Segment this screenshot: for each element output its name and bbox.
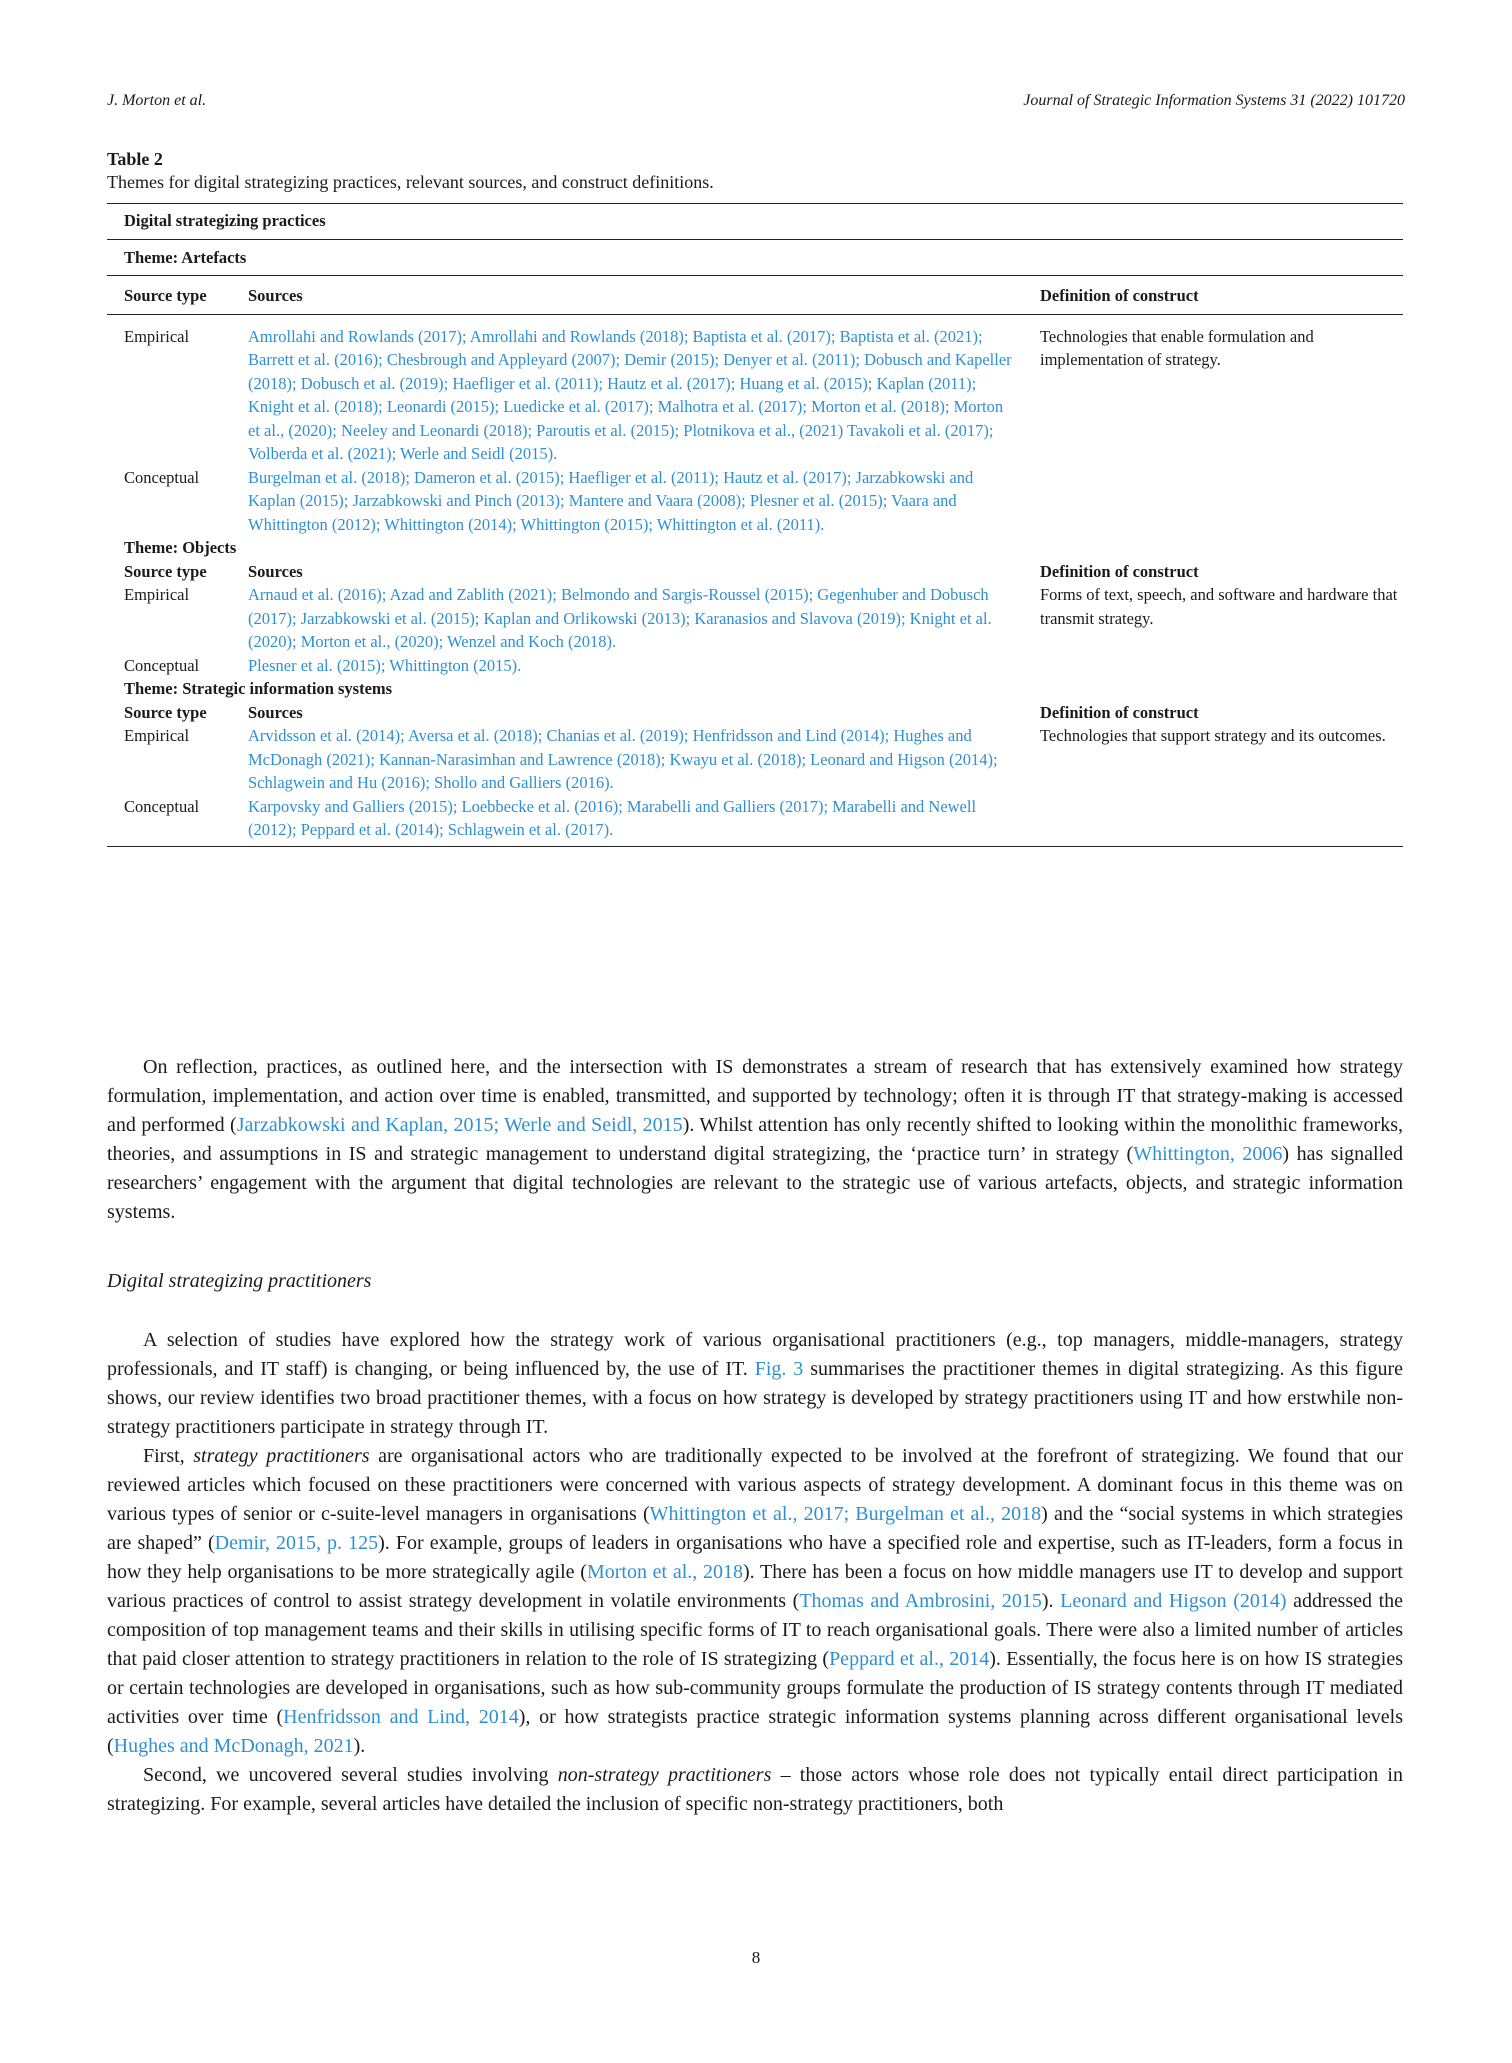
table-row xyxy=(107,466,1403,537)
source-type-cell: Conceptual xyxy=(124,655,200,675)
col-header-source-type: Source type xyxy=(107,276,248,315)
col-header-definition: Definition of construct xyxy=(1040,702,1199,722)
page-number: 8 xyxy=(751,1948,761,1967)
definition-cell: Forms of text, speech, and software and hardware that transmit strategy. xyxy=(1040,585,1398,628)
running-header-journal: Journal of Strategic Information Systems 31 (2022) 101720 xyxy=(1023,92,1405,109)
column-header-row xyxy=(107,560,1403,584)
col-header-definition: Definition of construct xyxy=(1040,561,1199,581)
sources-cell[interactable]: Karpovsky and Galliers (2015); Loebbecke et al. (2016); Marabelli and Galliers (2017); Marabelli and Newell (2012); Peppard et al. (2014); Schlagwein et al. (2017). xyxy=(248,795,1040,847)
paragraph: On reflection, practices, as outlined here, and the intersection with IS demonstrates a stream of research that has extensively examined how strategy formulation, implementation, and action over time is enabled, transmitted, and supported by technology; often it is through IT that strategy-making is accessed and performed (Jarzabkowski and Kaplan, 2015; Werle and Seidl, 2015). Whilst attention has only recently shifted to looking within the monolithic frameworks, theories, and assumptions in IS and strategic management to understand digital strategizing, the ‘practice turn’ in strategy (Whittington, 2006) has signalled researchers’ engagement with the argument that digital technologies are relevant to the strategic use of various artefacts, objects, and strategic information systems. xyxy=(107,1056,1404,1223)
sources-cell[interactable]: Burgelman et al. (2018); Dameron et al. (2015); Haefliger et al. (2011); Hautz et al. (2017); Jarzabkowski and Kaplan (2015); Jarzabkowski and Pinch (2013); Mantere and Vaara (2008); Plesner et al. (2015); Vaara and Whittington (2012); Whittington (2014); Whittington (2015); Whittington et al. (2011). xyxy=(248,467,974,534)
theme-row xyxy=(107,677,1403,701)
column-header-row xyxy=(107,276,1403,315)
paragraph: First, strategy practitioners are organisational actors who are traditionally expected to be involved at the forefront of strategizing. We found that our reviewed articles which focused on these practitioners were concerned with various aspects of strategy development. A dominant focus in this theme was on various types of senior or c-suite-level managers in organisations (Whittington et al., 2017; Burgelman et al., 2018) and the “social systems in which strategies are shaped” (Demir, 2015, p. 125). For example, groups of leaders in organisations who have a specified role and expertise, such as IT-leaders, form a focus in how they help organisations to be more strategically agile (Morton et al., 2018). There has been a focus on how middle managers use IT to develop and support various practices of control to assist strategy development in volatile environments (Thomas and Ambrosini, 2015). Leonard and Higson (2014) addressed the composition of top management teams and their skills in utilising specific forms of IT to reach organisational goals. There were also a limited number of articles that paid closer attention to strategy practitioners in relation to the role of IS strategizing (Peppard et al., 2014). Essentially, the focus here is on how IS strategies or certain technologies are developed in organisations, such as how sub-community groups formulate the production of IS strategy contents through IT mediated activities over time (Henfridsson and Lind, 2014), or how strategists practice strategic information systems planning across different organisational levels (Hughes and McDonagh, 2021). xyxy=(107,1445,1404,1757)
col-header-sources: Sources xyxy=(248,702,303,722)
themes-table xyxy=(107,203,1403,847)
emphasis: strategy practitioners xyxy=(193,1445,370,1467)
theme-heading-strategic-information-systems: Theme: Strategic information systems xyxy=(124,679,393,698)
table-title-row xyxy=(107,204,1403,240)
source-type-cell: Conceptual xyxy=(107,795,248,847)
citation-link[interactable]: Thomas and Ambrosini, 2015 xyxy=(799,1590,1042,1612)
paragraph: A selection of studies have explored how the strategy work of various organisational practitioners (e.g., top managers, middle-managers, strategy professionals, and IT staff) is changing, or being influenced by, the use of IT. Fig. 3 summarises the practitioner themes in digital strategizing. As this figure shows, our review identifies two broad practitioner themes, with a focus on how strategy is developed by strategy practitioners using IT and how erstwhile non-strategy practitioners participate in strategy through IT. xyxy=(107,1329,1403,1438)
theme-row xyxy=(107,536,1403,560)
source-type-cell: Empirical xyxy=(124,726,190,745)
sources-cell[interactable]: Arvidsson et al. (2014); Aversa et al. (2018); Chanias et al. (2019); Henfridsson and Lind (2014); Hughes and McDonagh (2021); Kannan-Narasimhan and Lawrence (2018); Kwayu et al. (2018); Leonard and Higson (2014); Schlagwein and Hu (2016); Shollo and Galliers (2016). xyxy=(248,726,998,792)
table-row xyxy=(107,654,1403,678)
body-text xyxy=(107,1053,1403,1819)
col-header-source-type: Source type xyxy=(124,702,207,722)
table-caption xyxy=(107,148,1403,194)
sources-cell[interactable]: Arnaud et al. (2016); Azad and Zablith (2021); Belmondo and Sargis-Roussel (2015); Gegenhuber and Dobusch (2017); Jarzabkowski et al. (2015); Kaplan and Orlikowski (2013); Karanasios and Slavova (2019); Knight et al. (2020); Morton et al., (2020); Wenzel and Koch (2018). xyxy=(248,585,992,651)
col-header-source-type: Source type xyxy=(124,561,207,581)
table-description: Themes for digital strategizing practices, relevant sources, and construct definitions. xyxy=(107,172,714,192)
citation-link[interactable]: Whittington et al., 2017; Burgelman et al., 2018 xyxy=(649,1503,1042,1525)
citation-link[interactable]: Demir, 2015, p. 125 xyxy=(214,1532,379,1554)
table-title: Digital strategizing practices xyxy=(107,204,1403,240)
col-header-definition: Definition of construct xyxy=(1040,276,1403,315)
emphasis: non-strategy practitioners xyxy=(557,1764,772,1786)
table-row xyxy=(107,724,1403,795)
table-row xyxy=(107,314,1403,466)
citation-link[interactable]: Henfridsson and Lind, 2014 xyxy=(283,1706,519,1728)
citation-link[interactable]: Hughes and McDonagh, 2021 xyxy=(113,1735,354,1757)
definition-cell: Technologies that support strategy and its outcomes. xyxy=(1040,726,1386,745)
column-header-row xyxy=(107,701,1403,725)
table-label: Table 2 xyxy=(107,149,163,169)
source-type-cell: Empirical xyxy=(124,585,190,604)
citation-link[interactable]: Morton et al., 2018 xyxy=(586,1561,743,1583)
citation-link[interactable]: Whittington, 2006 xyxy=(1133,1143,1283,1165)
theme-row xyxy=(107,239,1403,276)
theme-heading-artefacts: Theme: Artefacts xyxy=(107,239,1403,276)
table-row xyxy=(107,583,1403,654)
figure-link[interactable]: Fig. 3 xyxy=(754,1358,804,1380)
source-type-cell: Empirical xyxy=(124,326,190,346)
paragraph: Second, we uncovered several studies involving non-strategy practitioners – those actors whose role does not typically entail direct participation in strategizing. For example, several articles have detailed the inclusion of specific non-strategy practitioners, both xyxy=(107,1764,1403,1815)
source-type-cell: Conceptual xyxy=(124,467,200,487)
theme-heading-objects: Theme: Objects xyxy=(124,538,237,557)
col-header-sources: Sources xyxy=(248,276,1040,315)
citation-link[interactable]: Peppard et al., 2014 xyxy=(829,1648,990,1670)
citation-link[interactable]: Leonard and Higson (2014) xyxy=(1060,1590,1287,1612)
citation-link[interactable]: Jarzabkowski and Kaplan, 2015; Werle and Seidl, 2015 xyxy=(236,1114,683,1136)
col-header-sources: Sources xyxy=(248,561,303,581)
table-row xyxy=(107,795,1403,847)
section-heading: Digital strategizing practitioners xyxy=(107,1270,372,1292)
sources-cell[interactable]: Plesner et al. (2015); Whittington (2015). xyxy=(248,655,522,675)
sources-cell[interactable]: Amrollahi and Rowlands (2017); Amrollahi and Rowlands (2018); Baptista et al. (2017); Baptista et al. (2021); Barrett et al. (2016); Chesbrough and Appleyard (2007); Demir (2015); Denyer et al. (2011); Dobusch and Kapeller (2018); Dobusch et al. (2019); Haefliger et al. (2011); Hautz et al. (2017); Huang et al. (2015); Kaplan (2011); Knight et al. (2018); Leonardi (2015); Luedicke et al. (2017); Malhotra et al. (2017); Morton et al. (2018); Morton et al., (2020); Neeley and Leonardi (2018); Paroutis et al. (2015); Plotnikova et al., (2021) Tavakoli et al. (2017); Volberda et al. (2021); Werle and Seidl (2015). xyxy=(248,326,1012,463)
running-header-authors: J. Morton et al. xyxy=(107,92,207,109)
definition-cell: Technologies that enable formulation and implementation of strategy. xyxy=(1040,326,1314,369)
